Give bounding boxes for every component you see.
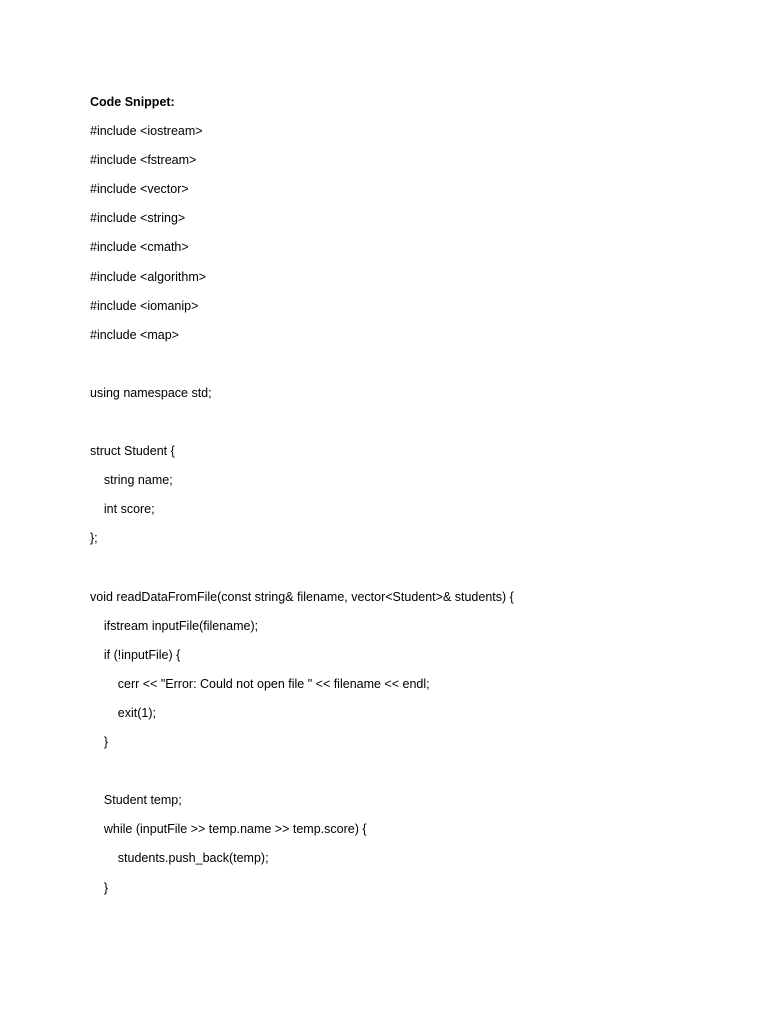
code-line-19: if (!inputFile) { [90, 647, 181, 662]
code-line-25: while (inputFile >> temp.name >> temp.score) { [90, 822, 367, 837]
code-line-2: #include <fstream> [90, 153, 197, 168]
code-line-13: string name; [90, 473, 173, 488]
code-line-22: } [90, 735, 109, 750]
code-line-14: int score; [90, 502, 155, 517]
code-line-23 [90, 762, 730, 791]
code-line-21: exit(1); [90, 705, 156, 720]
code-line-8: #include <map> [90, 327, 179, 342]
code-line-11 [90, 413, 730, 442]
code-line-26: students.push_back(temp); [90, 851, 269, 866]
code-line-4: #include <string> [90, 211, 186, 226]
code-line-7: #include <iomanip> [90, 298, 199, 313]
code-line-1: #include <iostream> [90, 124, 203, 139]
code-line-6: #include <algorithm> [90, 269, 207, 284]
code-line-27: } [90, 880, 109, 895]
code-snippet-heading: Code Snippet: [90, 95, 175, 109]
code-line-16 [90, 559, 730, 588]
code-line-12: struct Student { [90, 444, 175, 459]
code-line-18: ifstream inputFile(filename); [90, 618, 259, 633]
code-line-15: }; [90, 531, 98, 546]
code-line-5: #include <cmath> [90, 240, 189, 255]
code-line-9 [90, 355, 730, 384]
code-line-24: Student temp; [90, 793, 182, 808]
code-line-17: void readDataFromFile(const string& filename, vector<Student>& students) { [90, 589, 514, 604]
code-line-20: cerr << "Error: Could not open file " << filename << endl; [90, 676, 430, 691]
code-line-3: #include <vector> [90, 182, 189, 197]
code-line-10: using namespace std; [90, 385, 212, 400]
code-snippet-block [90, 93, 730, 908]
